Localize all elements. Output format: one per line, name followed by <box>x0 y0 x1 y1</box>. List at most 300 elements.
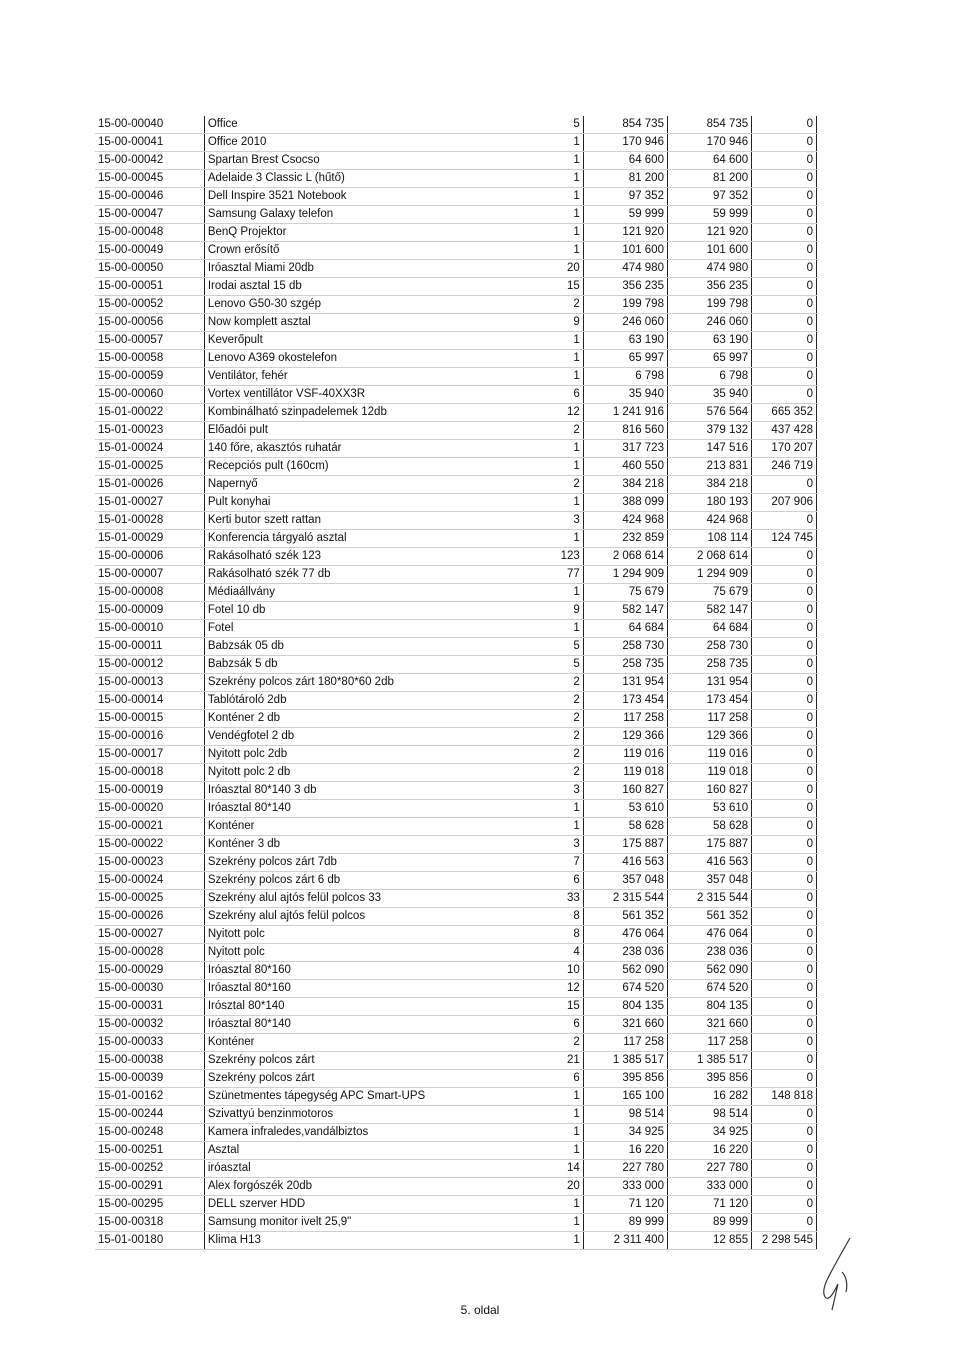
depreciation-cell: 395 856 <box>667 1070 751 1088</box>
asset-code-cell: 15-00-00024 <box>95 872 204 890</box>
gross-value-cell: 1 385 517 <box>583 1052 667 1070</box>
table-row <box>95 1016 817 1034</box>
net-value-cell: 0 <box>752 980 817 998</box>
asset-code-cell: 15-00-00050 <box>95 260 204 278</box>
gross-value-cell: 395 856 <box>583 1070 667 1088</box>
quantity-cell: 4 <box>537 944 583 962</box>
asset-name-cell: Iróasztal 80*140 <box>204 1016 537 1034</box>
net-value-cell: 0 <box>752 890 817 908</box>
asset-name-cell: Office <box>204 116 537 134</box>
asset-code-cell: 15-00-00057 <box>95 332 204 350</box>
asset-name-cell: Klima H13 <box>204 1232 537 1250</box>
table-row <box>95 1034 817 1052</box>
quantity-cell: 1 <box>537 1142 583 1160</box>
net-value-cell: 0 <box>752 620 817 638</box>
quantity-cell: 7 <box>537 854 583 872</box>
quantity-cell: 5 <box>537 638 583 656</box>
net-value-cell: 0 <box>752 764 817 782</box>
asset-code-cell: 15-00-00015 <box>95 710 204 728</box>
net-value-cell: 0 <box>752 368 817 386</box>
table-row <box>95 1052 817 1070</box>
asset-code-cell: 15-00-00042 <box>95 152 204 170</box>
table-row <box>95 1106 817 1124</box>
net-value-cell: 0 <box>752 944 817 962</box>
net-value-cell: 0 <box>752 1106 817 1124</box>
net-value-cell: 148 818 <box>752 1088 817 1106</box>
asset-code-cell: 15-00-00049 <box>95 242 204 260</box>
depreciation-cell: 424 968 <box>667 512 751 530</box>
table-row <box>95 818 817 836</box>
asset-name-cell: Szekrény polcos zárt <box>204 1070 537 1088</box>
quantity-cell: 8 <box>537 926 583 944</box>
quantity-cell: 1 <box>537 800 583 818</box>
table-row <box>95 494 817 512</box>
asset-name-cell: Kamera infraledes,vandálbiztos <box>204 1124 537 1142</box>
depreciation-cell: 63 190 <box>667 332 751 350</box>
asset-code-cell: 15-00-00012 <box>95 656 204 674</box>
depreciation-cell: 561 352 <box>667 908 751 926</box>
table-row <box>95 1160 817 1178</box>
gross-value-cell: 34 925 <box>583 1124 667 1142</box>
depreciation-cell: 175 887 <box>667 836 751 854</box>
table-row <box>95 1088 817 1106</box>
asset-name-cell: Nyitott polc <box>204 926 537 944</box>
table-row <box>95 764 817 782</box>
asset-code-cell: 15-00-00318 <box>95 1214 204 1232</box>
depreciation-cell: 674 520 <box>667 980 751 998</box>
net-value-cell: 0 <box>752 1142 817 1160</box>
net-value-cell: 0 <box>752 386 817 404</box>
quantity-cell: 1 <box>537 332 583 350</box>
gross-value-cell: 89 999 <box>583 1214 667 1232</box>
asset-code-cell: 15-00-00025 <box>95 890 204 908</box>
gross-value-cell: 35 940 <box>583 386 667 404</box>
depreciation-cell: 34 925 <box>667 1124 751 1142</box>
table-row <box>95 350 817 368</box>
gross-value-cell: 131 954 <box>583 674 667 692</box>
gross-value-cell: 97 352 <box>583 188 667 206</box>
asset-code-cell: 15-00-00252 <box>95 1160 204 1178</box>
asset-code-cell: 15-00-00028 <box>95 944 204 962</box>
depreciation-cell: 75 679 <box>667 584 751 602</box>
net-value-cell: 0 <box>752 152 817 170</box>
net-value-cell: 0 <box>752 548 817 566</box>
asset-code-cell: 15-00-00023 <box>95 854 204 872</box>
net-value-cell: 2 298 545 <box>752 1232 817 1250</box>
gross-value-cell: 238 036 <box>583 944 667 962</box>
net-value-cell: 0 <box>752 872 817 890</box>
depreciation-cell: 227 780 <box>667 1160 751 1178</box>
asset-code-cell: 15-00-00031 <box>95 998 204 1016</box>
table-row <box>95 116 817 134</box>
quantity-cell: 6 <box>537 1070 583 1088</box>
quantity-cell: 1 <box>537 188 583 206</box>
asset-code-cell: 15-00-00040 <box>95 116 204 134</box>
quantity-cell: 2 <box>537 674 583 692</box>
gross-value-cell: 416 563 <box>583 854 667 872</box>
inventory-table-body <box>95 116 817 1250</box>
asset-code-cell: 15-00-00045 <box>95 170 204 188</box>
table-row <box>95 746 817 764</box>
quantity-cell: 14 <box>537 1160 583 1178</box>
quantity-cell: 12 <box>537 980 583 998</box>
quantity-cell: 1 <box>537 1088 583 1106</box>
table-row <box>95 1196 817 1214</box>
asset-name-cell: Rakásolható szék 77 db <box>204 566 537 584</box>
net-value-cell: 0 <box>752 260 817 278</box>
net-value-cell: 207 906 <box>752 494 817 512</box>
table-row <box>95 242 817 260</box>
asset-code-cell: 15-00-00008 <box>95 584 204 602</box>
net-value-cell: 0 <box>752 1178 817 1196</box>
table-row <box>95 890 817 908</box>
depreciation-cell: 64 600 <box>667 152 751 170</box>
asset-name-cell: Vortex ventillátor VSF-40XX3R <box>204 386 537 404</box>
quantity-cell: 2 <box>537 1034 583 1052</box>
depreciation-cell: 213 831 <box>667 458 751 476</box>
quantity-cell: 1 <box>537 242 583 260</box>
gross-value-cell: 101 600 <box>583 242 667 260</box>
asset-name-cell: DELL szerver HDD <box>204 1196 537 1214</box>
net-value-cell: 0 <box>752 962 817 980</box>
asset-name-cell: Rakásolható szék 123 <box>204 548 537 566</box>
table-row <box>95 278 817 296</box>
gross-value-cell: 65 997 <box>583 350 667 368</box>
quantity-cell: 15 <box>537 998 583 1016</box>
asset-name-cell: Office 2010 <box>204 134 537 152</box>
asset-name-cell: Iróasztal 80*160 <box>204 962 537 980</box>
gross-value-cell: 424 968 <box>583 512 667 530</box>
quantity-cell: 2 <box>537 692 583 710</box>
depreciation-cell: 129 366 <box>667 728 751 746</box>
gross-value-cell: 64 600 <box>583 152 667 170</box>
page-number: 5. oldal <box>460 1303 500 1317</box>
net-value-cell: 0 <box>752 224 817 242</box>
asset-code-cell: 15-00-00060 <box>95 386 204 404</box>
net-value-cell: 0 <box>752 116 817 134</box>
gross-value-cell: 1 294 909 <box>583 566 667 584</box>
depreciation-cell: 357 048 <box>667 872 751 890</box>
depreciation-cell: 89 999 <box>667 1214 751 1232</box>
asset-code-cell: 15-00-00011 <box>95 638 204 656</box>
asset-code-cell: 15-00-00021 <box>95 818 204 836</box>
depreciation-cell: 384 218 <box>667 476 751 494</box>
depreciation-cell: 108 114 <box>667 530 751 548</box>
asset-code-cell: 15-01-00025 <box>95 458 204 476</box>
table-row <box>95 656 817 674</box>
asset-name-cell: Lenovo G50-30 szgép <box>204 296 537 314</box>
gross-value-cell: 674 520 <box>583 980 667 998</box>
net-value-cell: 0 <box>752 512 817 530</box>
gross-value-cell: 333 000 <box>583 1178 667 1196</box>
asset-name-cell: Alex forgószék 20db <box>204 1178 537 1196</box>
net-value-cell: 0 <box>752 836 817 854</box>
table-row <box>95 548 817 566</box>
net-value-cell: 0 <box>752 782 817 800</box>
gross-value-cell: 59 999 <box>583 206 667 224</box>
quantity-cell: 2 <box>537 728 583 746</box>
gross-value-cell: 58 628 <box>583 818 667 836</box>
net-value-cell: 0 <box>752 206 817 224</box>
asset-name-cell: Ventilátor, fehér <box>204 368 537 386</box>
asset-code-cell: 15-00-00291 <box>95 1178 204 1196</box>
quantity-cell: 1 <box>537 458 583 476</box>
asset-code-cell: 15-00-00010 <box>95 620 204 638</box>
net-value-cell: 0 <box>752 296 817 314</box>
gross-value-cell: 175 887 <box>583 836 667 854</box>
depreciation-cell: 98 514 <box>667 1106 751 1124</box>
depreciation-cell: 258 730 <box>667 638 751 656</box>
quantity-cell: 1 <box>537 818 583 836</box>
asset-code-cell: 15-01-00029 <box>95 530 204 548</box>
table-row <box>95 386 817 404</box>
quantity-cell: 1 <box>537 1232 583 1250</box>
table-row <box>95 458 817 476</box>
net-value-cell: 0 <box>752 1196 817 1214</box>
quantity-cell: 2 <box>537 296 583 314</box>
gross-value-cell: 357 048 <box>583 872 667 890</box>
gross-value-cell: 16 220 <box>583 1142 667 1160</box>
depreciation-cell: 582 147 <box>667 602 751 620</box>
net-value-cell: 0 <box>752 1124 817 1142</box>
quantity-cell: 1 <box>537 440 583 458</box>
quantity-cell: 33 <box>537 890 583 908</box>
asset-code-cell: 15-01-00026 <box>95 476 204 494</box>
net-value-cell: 665 352 <box>752 404 817 422</box>
asset-name-cell: BenQ Projektor <box>204 224 537 242</box>
table-row <box>95 206 817 224</box>
asset-code-cell: 15-00-00038 <box>95 1052 204 1070</box>
gross-value-cell: 384 218 <box>583 476 667 494</box>
depreciation-cell: 131 954 <box>667 674 751 692</box>
asset-code-cell: 15-00-00058 <box>95 350 204 368</box>
asset-code-cell: 15-00-00048 <box>95 224 204 242</box>
asset-name-cell: Vendégfotel 2 db <box>204 728 537 746</box>
depreciation-cell: 2 068 614 <box>667 548 751 566</box>
gross-value-cell: 232 859 <box>583 530 667 548</box>
table-row <box>95 944 817 962</box>
gross-value-cell: 64 684 <box>583 620 667 638</box>
asset-code-cell: 15-00-00046 <box>95 188 204 206</box>
gross-value-cell: 2 068 614 <box>583 548 667 566</box>
table-row <box>95 476 817 494</box>
asset-name-cell: Nyitott polc <box>204 944 537 962</box>
asset-code-cell: 15-00-00033 <box>95 1034 204 1052</box>
depreciation-cell: 65 997 <box>667 350 751 368</box>
asset-code-cell: 15-00-00030 <box>95 980 204 998</box>
asset-code-cell: 15-00-00041 <box>95 134 204 152</box>
inventory-table <box>95 116 817 1250</box>
asset-name-cell: Crown erősítő <box>204 242 537 260</box>
quantity-cell: 123 <box>537 548 583 566</box>
gross-value-cell: 117 258 <box>583 1034 667 1052</box>
quantity-cell: 6 <box>537 1016 583 1034</box>
depreciation-cell: 180 193 <box>667 494 751 512</box>
table-row <box>95 440 817 458</box>
net-value-cell: 0 <box>752 278 817 296</box>
gross-value-cell: 258 730 <box>583 638 667 656</box>
asset-name-cell: Fotel 10 db <box>204 602 537 620</box>
depreciation-cell: 854 735 <box>667 116 751 134</box>
depreciation-cell: 474 980 <box>667 260 751 278</box>
gross-value-cell: 6 798 <box>583 368 667 386</box>
table-row <box>95 152 817 170</box>
quantity-cell: 1 <box>537 1106 583 1124</box>
depreciation-cell: 476 064 <box>667 926 751 944</box>
asset-name-cell: Előadói pult <box>204 422 537 440</box>
quantity-cell: 10 <box>537 962 583 980</box>
gross-value-cell: 474 980 <box>583 260 667 278</box>
quantity-cell: 1 <box>537 224 583 242</box>
depreciation-cell: 97 352 <box>667 188 751 206</box>
asset-code-cell: 15-01-00023 <box>95 422 204 440</box>
asset-name-cell: Napernyő <box>204 476 537 494</box>
asset-code-cell: 15-01-00162 <box>95 1088 204 1106</box>
net-value-cell: 124 745 <box>752 530 817 548</box>
gross-value-cell: 160 827 <box>583 782 667 800</box>
asset-name-cell: Lenovo A369 okostelefon <box>204 350 537 368</box>
asset-code-cell: 15-00-00006 <box>95 548 204 566</box>
asset-name-cell: Konferencia tárgyaló asztal <box>204 530 537 548</box>
asset-code-cell: 15-00-00019 <box>95 782 204 800</box>
quantity-cell: 1 <box>537 1196 583 1214</box>
net-value-cell: 0 <box>752 1160 817 1178</box>
asset-code-cell: 15-00-00051 <box>95 278 204 296</box>
depreciation-cell: 117 258 <box>667 1034 751 1052</box>
net-value-cell: 0 <box>752 908 817 926</box>
asset-code-cell: 15-00-00052 <box>95 296 204 314</box>
table-row <box>95 638 817 656</box>
asset-name-cell: Konténer 3 db <box>204 836 537 854</box>
quantity-cell: 1 <box>537 584 583 602</box>
table-row <box>95 512 817 530</box>
net-value-cell: 0 <box>752 674 817 692</box>
quantity-cell: 9 <box>537 314 583 332</box>
depreciation-cell: 16 220 <box>667 1142 751 1160</box>
quantity-cell: 1 <box>537 134 583 152</box>
table-row <box>95 800 817 818</box>
asset-code-cell: 15-00-00244 <box>95 1106 204 1124</box>
table-row <box>95 710 817 728</box>
quantity-cell: 1 <box>537 1124 583 1142</box>
net-value-cell: 0 <box>752 638 817 656</box>
gross-value-cell: 854 735 <box>583 116 667 134</box>
asset-code-cell: 15-01-00028 <box>95 512 204 530</box>
depreciation-cell: 170 946 <box>667 134 751 152</box>
gross-value-cell: 119 018 <box>583 764 667 782</box>
net-value-cell: 0 <box>752 800 817 818</box>
gross-value-cell: 53 610 <box>583 800 667 818</box>
net-value-cell: 0 <box>752 584 817 602</box>
asset-name-cell: Konténer <box>204 818 537 836</box>
asset-code-cell: 15-00-00009 <box>95 602 204 620</box>
net-value-cell: 437 428 <box>752 422 817 440</box>
quantity-cell: 3 <box>537 782 583 800</box>
table-row <box>95 332 817 350</box>
depreciation-cell: 562 090 <box>667 962 751 980</box>
asset-name-cell: Tablótároló 2db <box>204 692 537 710</box>
asset-name-cell: Fotel <box>204 620 537 638</box>
quantity-cell: 15 <box>537 278 583 296</box>
table-row <box>95 566 817 584</box>
gross-value-cell: 476 064 <box>583 926 667 944</box>
table-row <box>95 1178 817 1196</box>
net-value-cell: 0 <box>752 476 817 494</box>
asset-code-cell: 15-00-00022 <box>95 836 204 854</box>
asset-name-cell: Szünetmentes tápegység APC Smart-UPS <box>204 1088 537 1106</box>
gross-value-cell: 63 190 <box>583 332 667 350</box>
asset-code-cell: 15-01-00022 <box>95 404 204 422</box>
quantity-cell: 3 <box>537 836 583 854</box>
quantity-cell: 9 <box>537 602 583 620</box>
quantity-cell: 12 <box>537 404 583 422</box>
asset-name-cell: Iróasztal 80*160 <box>204 980 537 998</box>
gross-value-cell: 71 120 <box>583 1196 667 1214</box>
handwritten-signature <box>812 1232 872 1312</box>
asset-code-cell: 15-00-00014 <box>95 692 204 710</box>
depreciation-cell: 119 018 <box>667 764 751 782</box>
net-value-cell: 0 <box>752 854 817 872</box>
net-value-cell: 0 <box>752 1214 817 1232</box>
gross-value-cell: 317 723 <box>583 440 667 458</box>
table-row <box>95 584 817 602</box>
depreciation-cell: 58 628 <box>667 818 751 836</box>
table-row <box>95 998 817 1016</box>
gross-value-cell: 75 679 <box>583 584 667 602</box>
quantity-cell: 2 <box>537 764 583 782</box>
net-value-cell: 0 <box>752 350 817 368</box>
depreciation-cell: 160 827 <box>667 782 751 800</box>
gross-value-cell: 81 200 <box>583 170 667 188</box>
depreciation-cell: 238 036 <box>667 944 751 962</box>
depreciation-cell: 35 940 <box>667 386 751 404</box>
asset-code-cell: 15-00-00059 <box>95 368 204 386</box>
asset-name-cell: Kombinálható szinpadelemek 12db <box>204 404 537 422</box>
quantity-cell: 1 <box>537 1214 583 1232</box>
quantity-cell: 1 <box>537 368 583 386</box>
gross-value-cell: 356 235 <box>583 278 667 296</box>
net-value-cell: 0 <box>752 188 817 206</box>
net-value-cell: 0 <box>752 1016 817 1034</box>
net-value-cell: 0 <box>752 602 817 620</box>
asset-name-cell: Asztal <box>204 1142 537 1160</box>
depreciation-cell: 804 135 <box>667 998 751 1016</box>
gross-value-cell: 98 514 <box>583 1106 667 1124</box>
depreciation-cell: 356 235 <box>667 278 751 296</box>
asset-name-cell: Iróasztal Miami 20db <box>204 260 537 278</box>
quantity-cell: 2 <box>537 422 583 440</box>
gross-value-cell: 121 920 <box>583 224 667 242</box>
gross-value-cell: 460 550 <box>583 458 667 476</box>
depreciation-cell: 119 016 <box>667 746 751 764</box>
gross-value-cell: 388 099 <box>583 494 667 512</box>
depreciation-cell: 117 258 <box>667 710 751 728</box>
depreciation-cell: 53 610 <box>667 800 751 818</box>
table-row <box>95 530 817 548</box>
table-row <box>95 260 817 278</box>
quantity-cell: 21 <box>537 1052 583 1070</box>
quantity-cell: 2 <box>537 476 583 494</box>
asset-name-cell: Szekrény polcos zárt 6 db <box>204 872 537 890</box>
asset-name-cell: Kerti butor szett rattan <box>204 512 537 530</box>
depreciation-cell: 379 132 <box>667 422 751 440</box>
net-value-cell: 0 <box>752 656 817 674</box>
depreciation-cell: 173 454 <box>667 692 751 710</box>
table-row <box>95 368 817 386</box>
asset-code-cell: 15-00-00020 <box>95 800 204 818</box>
table-row <box>95 872 817 890</box>
asset-name-cell: Konténer 2 db <box>204 710 537 728</box>
